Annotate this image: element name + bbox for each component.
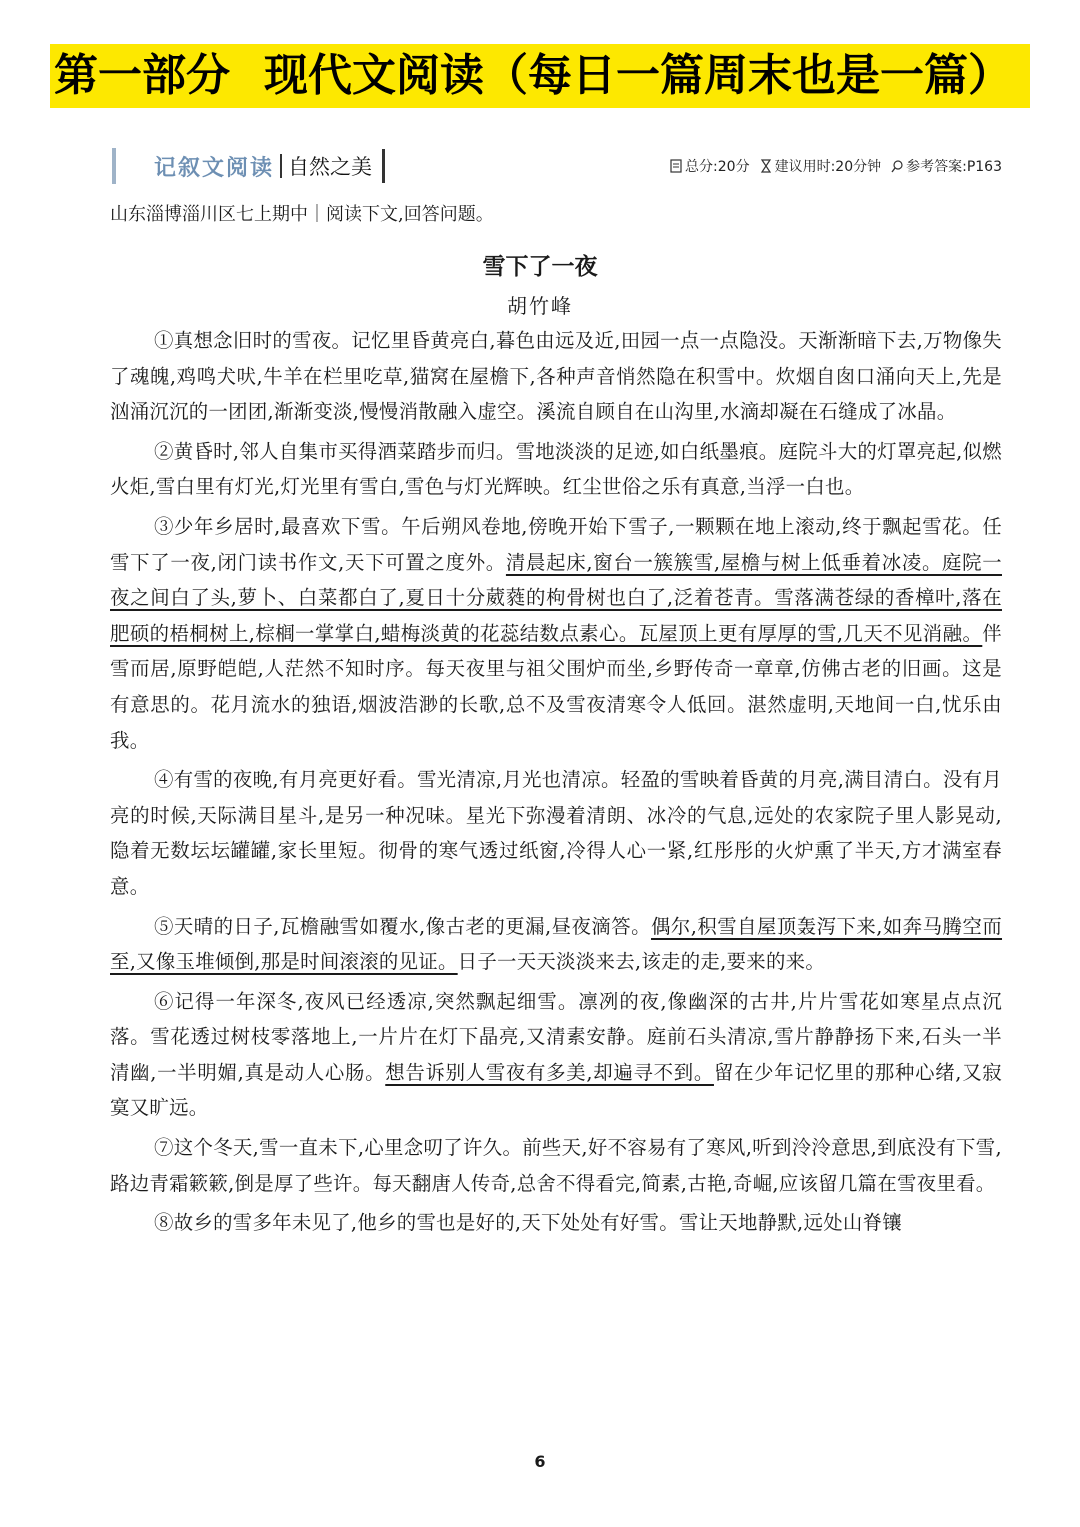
tag-left-bar: [112, 148, 116, 184]
paragraph-number: ④: [154, 768, 174, 792]
paragraph: [110, 1205, 1002, 1241]
paragraph: [110, 762, 1002, 904]
underlined-sentence: 想告诉别人雪夜有多美,却遍寻不到。: [385, 1060, 714, 1084]
category-tag: [112, 146, 385, 186]
paragraph-text: 记得一年深冬,夜风已经透凉,突然飘起细雪。凛冽的夜,像幽深的古井,片片雪花如寒星点点沉落。雪花透过树枝零落地上,一片片在灯下晶亮,又清素安静。庭前石头清凉,雪片静静扬下来,石头一半清幽,一半明媚,真是动人心肠。: [110, 989, 1002, 1084]
tag-category: 记叙文阅读: [154, 154, 275, 181]
meta-time-text: 建议用时:20分钟: [774, 159, 882, 175]
paragraph-text: 日子一天天淡淡来去,该走的走,要来的来。: [457, 950, 826, 974]
tag-right-bar: [382, 149, 385, 183]
section-banner: [50, 44, 1030, 108]
tag-theme: 自然之美: [288, 155, 373, 179]
paragraph-text: 少年乡居时,最喜欢下雪。午后朔风卷地,傍晚开始下雪子,一颗颗在地上滚动,终于飘起雪花。任雪下了一夜,闭门读书作文,天下可置之度外。: [110, 514, 1002, 574]
score-icon: [670, 159, 682, 173]
banner-part: 第一部分: [54, 50, 230, 101]
underlined-sentence: 清晨起床,窗台一簇簇雪,屋檐与树上低垂着冰凌。庭院一夜之间白了头,萝卜、白菜都白了,夏日十分葳蕤的枸骨树也白了,泛着苍青。雪落满苍绿的香樟叶,落在肥硕的梧桐树上,棕榈一掌掌白,蜡梅淡黄的花蕊结数点素心。瓦屋顶上更有厚厚的雪,几天不见消融。: [110, 550, 1002, 645]
underlined-sentence: 偶尔,积雪自屋顶轰泻下来,如奔马腾空而至,又像玉堆倾倒,那是时间滚滚的见证。: [110, 914, 1003, 974]
meta-answer-text: 参考答案:P163: [906, 159, 1002, 175]
paragraph-number: ⑦: [154, 1136, 174, 1160]
hourglass-icon: [760, 159, 772, 173]
meta-time: [760, 156, 882, 176]
magnifier-icon: [891, 159, 903, 173]
tag-divider: [280, 154, 282, 178]
article-title: 雪下了一夜: [482, 254, 598, 280]
meta-answer: [891, 156, 1002, 176]
paragraph-text: 留在少年记忆里的那种心绪,又寂寞又旷远。: [110, 1060, 1003, 1120]
paragraph: [110, 1130, 1002, 1201]
paragraph-text: 天晴的日子,瓦檐融雪如覆水,像古老的更漏,昼夜滴答。: [173, 914, 651, 938]
paragraph: [110, 323, 1002, 430]
paragraph: [110, 984, 1002, 1126]
paragraph-number: ⑧: [154, 1211, 174, 1235]
paragraph: [110, 909, 1002, 980]
question-source: 山东淄博淄川区七上期中｜阅读下文,回答问题。: [110, 204, 494, 225]
paragraph-text: 故乡的雪多年未见了,他乡的雪也是好的,天下处处有好雪。雪让天地静默,远处山脊镶: [173, 1211, 902, 1235]
paragraph: [110, 434, 1002, 505]
paragraph-text: 有雪的夜晚,有月亮更好看。雪光清凉,月光也清凉。轻盈的雪映着昏黄的月亮,满目清白。没有月亮的时候,天际满目星斗,是另一种况味。星光下弥漫着清朗、冰冷的气息,远处的农家院子里人影晃动,隐着无数坛坛罐罐,家长里短。彻骨的寒气透过纸窗,冷得人心一紧,红彤彤的火炉熏了半天,方才满室春意。: [110, 768, 1002, 898]
paragraph-number: ①: [154, 329, 174, 352]
paragraph-number: ②: [154, 439, 174, 463]
paragraph-text: 伴雪而居,原野皑皑,人茫然不知时序。每天夜里与祖父围炉而坐,乡野传奇一章章,仿佛古老的旧画。这是有意思的。花月流水的独语,烟波浩渺的长歌,总不及雪夜清寒令人低回。湛然虚明,天地间一白,忧乐由我。: [110, 621, 1002, 752]
paragraph-text: 真想念旧时的雪夜。记忆里昏黄亮白,暮色由远及近,田园一点一点隐没。天渐渐暗下去,万物像失了魂魄,鸡鸣犬吠,牛羊在栏里吃草,猫窝在屋檐下,各种声音悄然隐在积雪中。炊烟自囱口涌向天上,先是汹涌沉沉的一团团,渐渐变淡,慢慢消散融入虚空。溪流自顾自在山沟里,水滴却凝在石缝成了冰晶。: [110, 329, 1002, 424]
paragraph: [110, 509, 1002, 758]
article-author: 胡竹峰: [507, 294, 573, 318]
page-number: 6: [534, 1452, 546, 1471]
paragraph-text: 黄昏时,邻人自集市买得酒菜踏步而归。雪地淡淡的足迹,如白纸墨痕。庭院斗大的灯罩亮起,似燃火炬,雪白里有灯光,灯光里有雪白,雪色与灯光辉映。红尘世俗之乐有真意,当浮一白也。: [110, 439, 1002, 499]
meta-score-text: 总分:20分: [685, 159, 750, 175]
paragraph-number: ⑥: [154, 989, 175, 1013]
banner-section: 现代文阅读（每日一篇周末也是一篇）: [264, 50, 1012, 101]
paragraph-number: ⑤: [154, 914, 174, 938]
paragraph-number: ③: [154, 514, 175, 538]
paragraph-text: 这个冬天,雪一直未下,心里念叨了许久。前些天,好不容易有了寒风,听到泠泠意思,到底没有下雪,路边青霜簌簌,倒是厚了些许。每天翻唐人传奇,总舍不得看完,简素,古艳,奇崛,应该留几篇在雪夜里看。: [110, 1136, 1002, 1195]
article-body: [110, 323, 1002, 1245]
exercise-meta: [670, 156, 1002, 176]
meta-score: [670, 156, 750, 176]
